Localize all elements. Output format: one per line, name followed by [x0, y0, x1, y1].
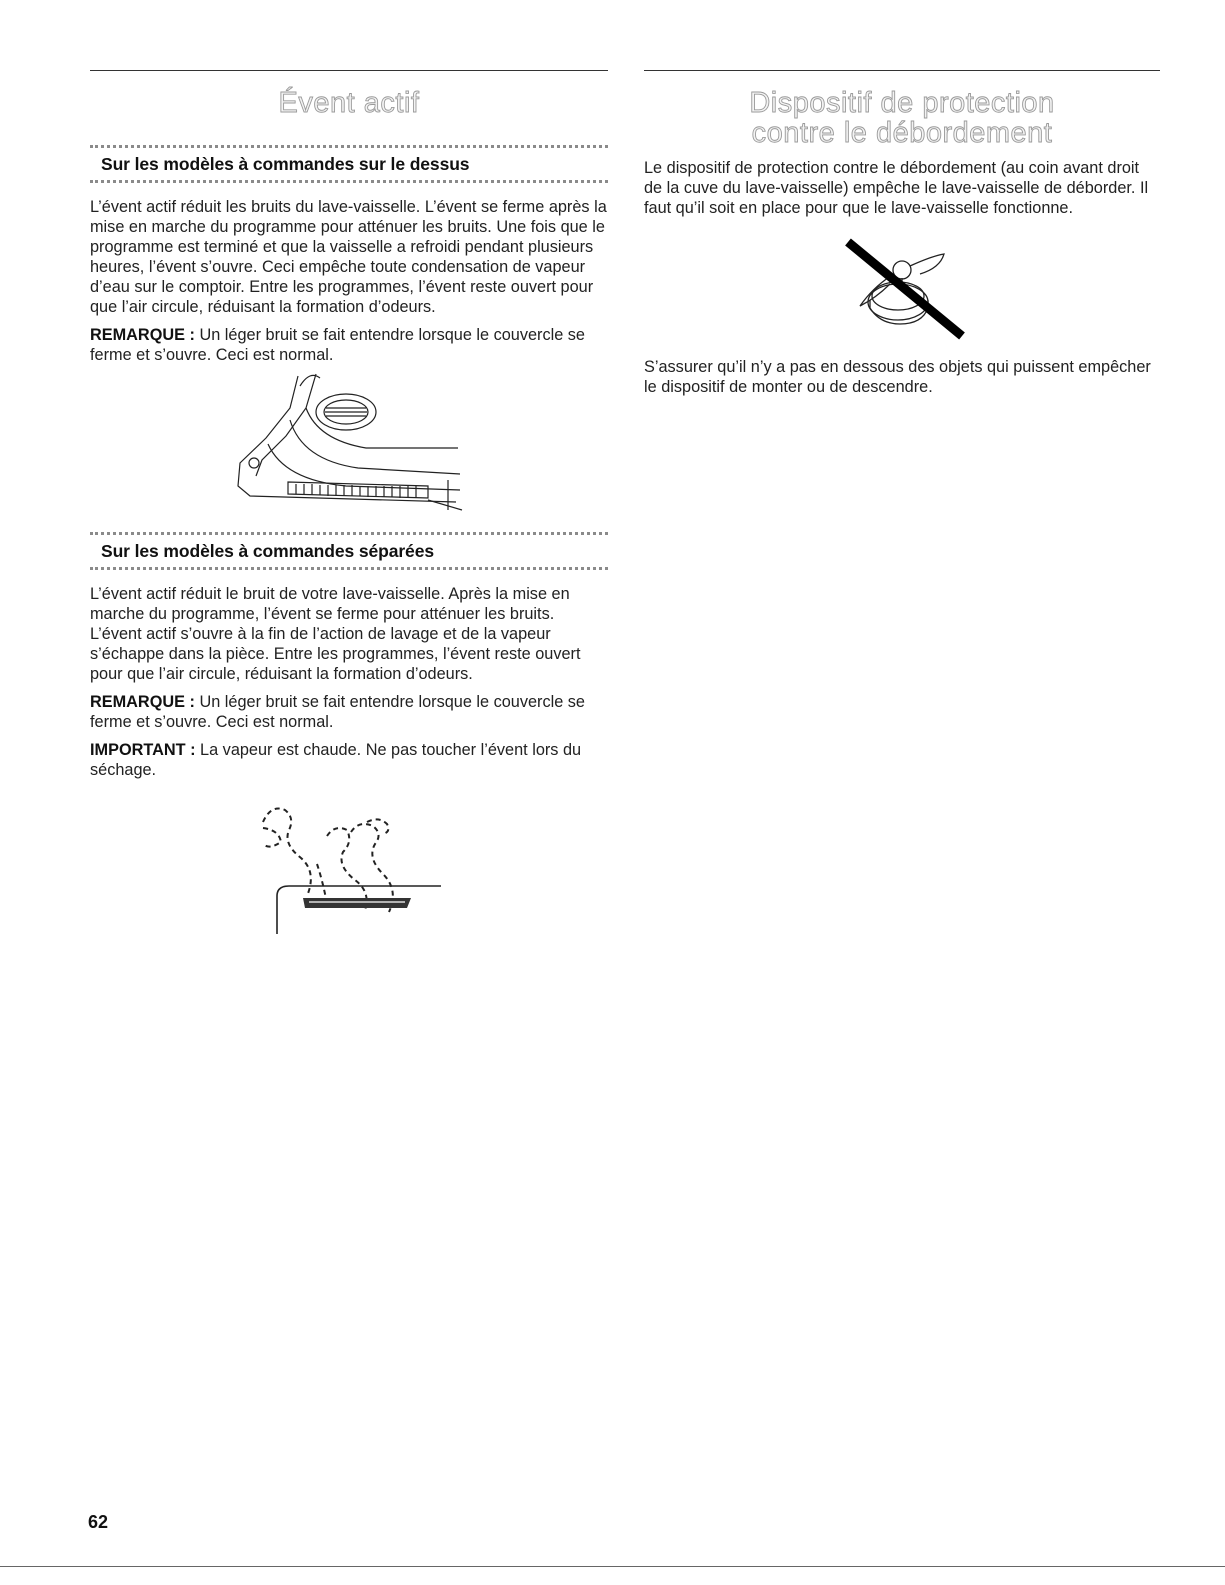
- subhead-top-controls: Sur les modèles à commandes sur le dessus: [101, 154, 470, 174]
- right-column: [644, 70, 1160, 218]
- right-column-lower: [644, 357, 1160, 397]
- important-text: La vapeur est chaude. Ne pas toucher l’évent lors du séchage.: [90, 741, 582, 779]
- top-rule: [90, 70, 608, 71]
- bottom-rule: [0, 1566, 1225, 1567]
- left-column-lower: [90, 532, 608, 780]
- note-text: Un léger bruit se fait entendre lorsque le couvercle se ferme et s’ouvre. Ceci est normal.: [90, 693, 585, 731]
- paragraph-overflow-1: Le dispositif de protection contre le débordement (au coin avant droit de la cuve du lave-vaisselle) empêche le lave-vaisselle de déborder. Il faut qu’il soit en place pour que le lave-vaisselle fonctionne.: [644, 159, 1149, 217]
- vent-illustration: [228, 368, 490, 514]
- paragraph-top-controls: L’évent actif réduit les bruits du lave-vaisselle. L’évent se ferme après la mise en marche du programme pour atténuer les bruits. Une fois que le programme est terminé et que la vaisselle a refroidi pendant plusieurs heures, l’évent s’ouvre. Ceci empêche toute condensation de vapeur d’eau sur le comptoir. Entre les programmes, l’évent reste ouvert pour que l’air circule, réduisant la formation d’odeurs.: [90, 198, 607, 316]
- paragraph-separate-controls: L’évent actif réduit le bruit de votre lave-vaisselle. Après la mise en marche du programme, l’évent se ferme pour atténuer les bruits. L’évent actif s’ouvre à la fin de l’action de lavage et de la vapeur s’échappe dans la pièce. Entre les programmes, l’évent reste ouvert pour que l’air circule, réduisant la formation d’odeurs.: [90, 585, 581, 683]
- note-label: REMARQUE :: [90, 693, 195, 711]
- subhead-separate-controls: Sur les modèles à commandes séparées: [101, 541, 434, 561]
- section-title-active-vent: Évent actif: [278, 87, 420, 119]
- note-separate-controls: [90, 692, 608, 732]
- important-label: IMPORTANT :: [90, 741, 196, 759]
- note-top-controls: [90, 325, 608, 365]
- note-text: Un léger bruit se fait entendre lorsque le couvercle se ferme et s’ouvre. Ceci est normal.: [90, 326, 585, 364]
- page-number: 62: [88, 1512, 109, 1532]
- note-label: REMARQUE :: [90, 326, 195, 344]
- important-separate-controls: [90, 740, 608, 780]
- section-title-overflow-line1: Dispositif de protection: [749, 87, 1055, 119]
- section-title-overflow-line2: contre le débordement: [751, 117, 1053, 149]
- paragraph-overflow-2: S’assurer qu’il n’y a pas en dessous des objets qui puissent empêcher le dispositif de monter ou de descendre.: [644, 358, 1151, 396]
- overflow-protector-illustration: [840, 238, 965, 340]
- steam-vent-illustration: [255, 800, 455, 940]
- left-column: [90, 70, 608, 365]
- top-rule: [644, 70, 1160, 71]
